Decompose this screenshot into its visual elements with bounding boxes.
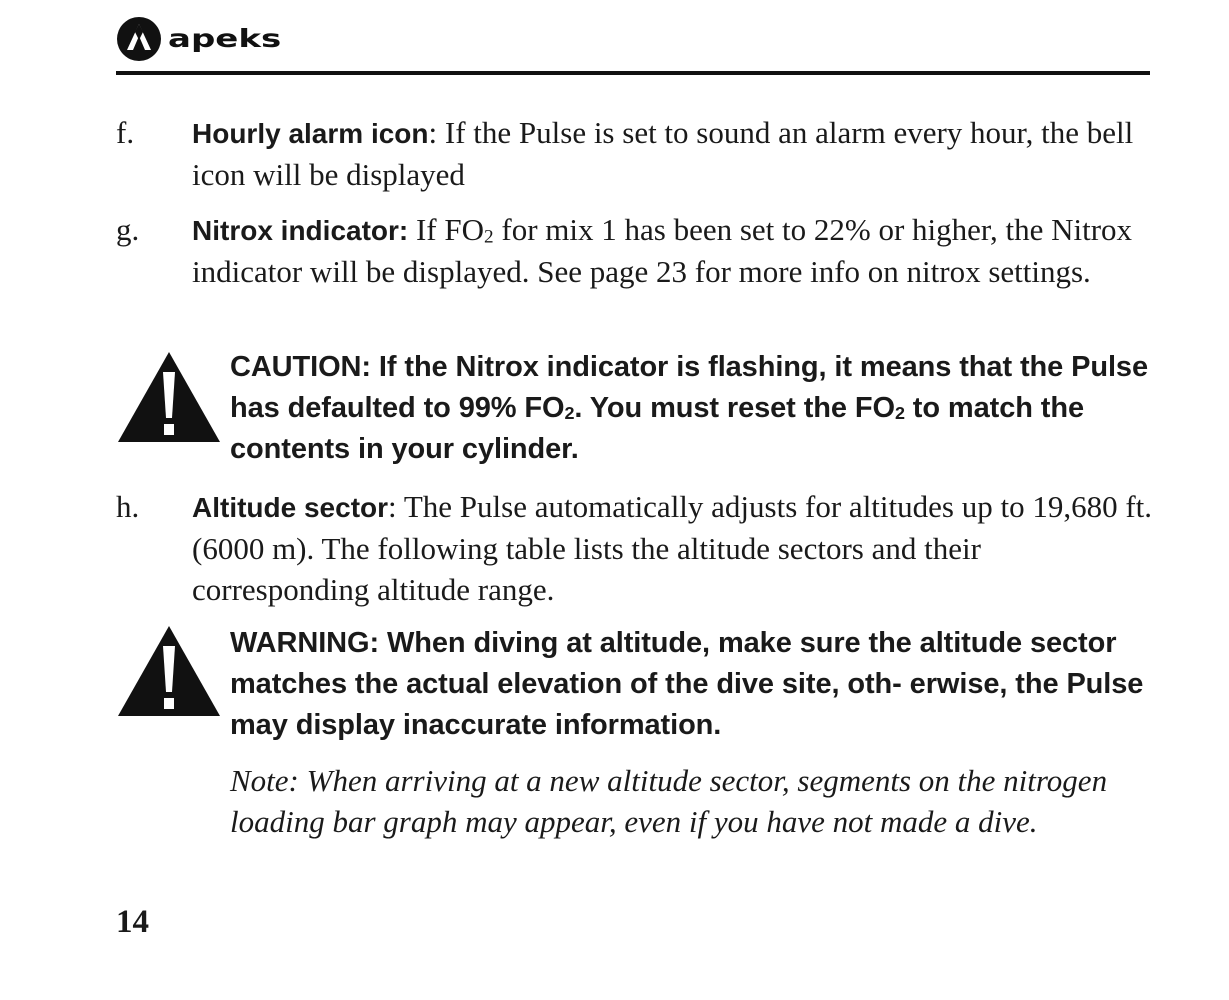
item-text <box>192 209 1156 292</box>
warning-triangle-icon <box>116 624 222 720</box>
caution-text-part1: CAUTION: If the Nitrox indicator is flashing, it means that the Pulse has defaulted to 99% FO <box>230 351 1148 424</box>
item-text <box>192 486 1156 610</box>
item-text <box>192 112 1156 195</box>
subscript: 2 <box>484 226 494 248</box>
item-letter: h. <box>116 489 140 524</box>
item-description-start: If FO <box>408 212 485 247</box>
item-description-end: for mix 1 has been set to 22% or higher, the Nitrox indicator will be displayed. See page 23 for more info on nitrox settings. <box>192 212 1133 289</box>
warning-text: WARNING: When diving at altitude, make sure the altitude sector matches the actual elevation of the dive site, oth- erwise, the Pulse may display inaccurate information. <box>230 627 1144 741</box>
item-description: : The Pulse automatically adjusts for altitudes up to 19,680 ft. (6000 m). The following table lists the altitude sectors and their corresponding altitude range. <box>192 489 1153 607</box>
item-term: Nitrox indicator: <box>192 215 409 246</box>
caution-text-part3: to match the contents in your cylinder. <box>230 392 1085 465</box>
subscript: 2 <box>564 403 575 424</box>
page-number: 14 <box>116 904 149 940</box>
apeks-logo <box>116 16 281 62</box>
caution-warning-triangle-icon <box>116 350 222 446</box>
item-term: Altitude sector <box>192 492 389 523</box>
item-description: : If the Pulse is set to sound an alarm every hour, the bell icon will be displayed <box>192 115 1134 192</box>
header-rule <box>116 71 1150 75</box>
apeks-logo-icon <box>116 16 162 62</box>
page-header <box>116 16 1150 74</box>
caution-text <box>230 347 1156 470</box>
caution-text-part2: . You must reset the FO <box>574 392 895 424</box>
item-term: Hourly alarm icon <box>192 118 429 149</box>
item-letter: f. <box>116 115 135 150</box>
item-letter: g. <box>116 212 140 247</box>
subscript: 2 <box>894 403 905 424</box>
brand-name: apeks <box>168 24 282 54</box>
note-text: Note: When arriving at a new altitude sector, segments on the nitrogen loading bar graph may appear, even if you have not made a dive. <box>230 763 1108 839</box>
